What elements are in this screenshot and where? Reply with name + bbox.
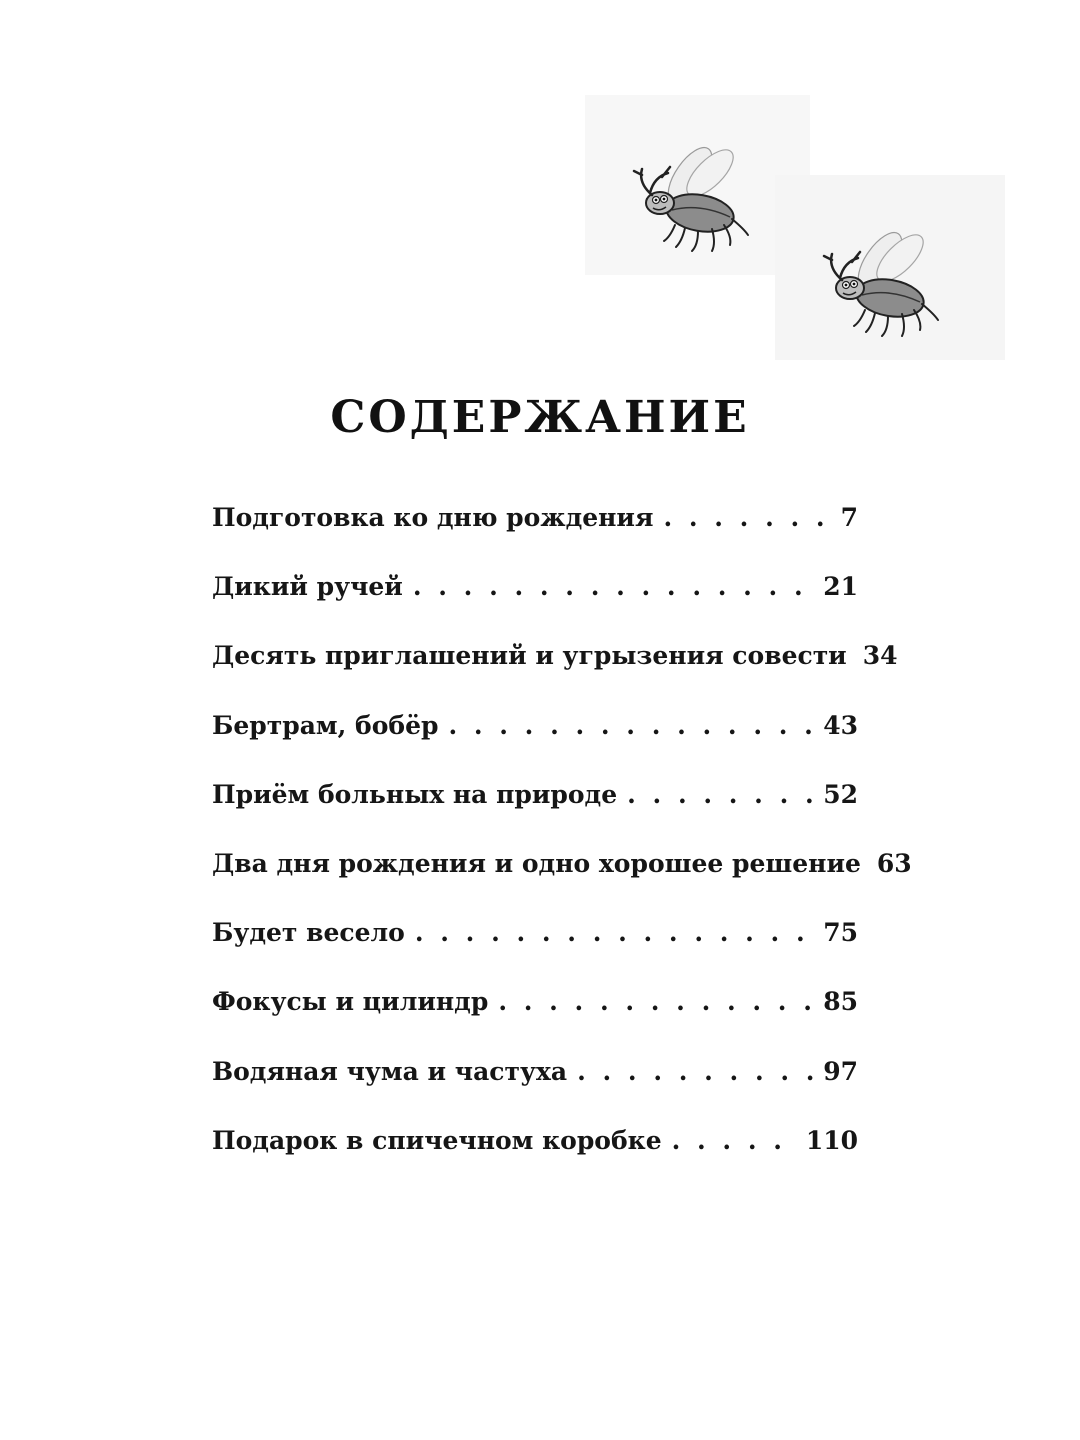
dot-leader: [627, 775, 817, 815]
toc-entry-page: 21: [823, 572, 858, 602]
toc-entry-page: 75: [823, 918, 858, 948]
dot-leader: [413, 567, 817, 607]
dot-leader: [672, 1121, 800, 1161]
toc-entry[interactable]: [212, 706, 858, 775]
toc-entry-page: 34: [862, 641, 898, 671]
beetles-illustration: [585, 95, 1005, 360]
toc-entry-title: Бертрам, бобёр: [212, 710, 439, 740]
toc-entry[interactable]: [212, 1121, 858, 1190]
toc-entry-title: Дикий ручей: [212, 572, 403, 602]
dot-leader: [663, 498, 834, 538]
toc-entry-page: 63: [876, 848, 912, 878]
toc-entry-page: 85: [823, 987, 858, 1017]
toc-entry[interactable]: [212, 498, 858, 567]
toc-entry-title: Будет весело: [212, 918, 405, 948]
toc-entry-title: Фокусы и цилиндр: [212, 987, 489, 1017]
toc-entry-title: Водяная чума и частуха: [212, 1056, 568, 1086]
toc-entry-page: 43: [823, 710, 858, 740]
toc-entry-title: Подготовка ко дню рождения: [212, 503, 654, 532]
toc-entry-title: Два дня рождения и одно хорошее решение: [212, 848, 861, 878]
toc-entry-title: Подарок в спичечном коробке: [212, 1125, 662, 1155]
toc-entry[interactable]: [212, 982, 858, 1051]
toc-entry[interactable]: [212, 775, 858, 844]
toc-entry-page: 7: [840, 503, 858, 532]
toc-entry-page: 97: [823, 1056, 858, 1086]
toc-entry[interactable]: [212, 636, 898, 705]
dot-leader: [448, 706, 817, 746]
toc-entry[interactable]: [212, 1052, 858, 1121]
toc-entry[interactable]: [212, 844, 912, 913]
table-of-contents: [212, 498, 912, 1190]
toc-entry-title: Десять приглашений и угрызения совести: [212, 641, 847, 671]
toc-entry-title: Приём больных на природе: [212, 779, 618, 809]
toc-entry-page: 110: [805, 1125, 858, 1155]
toc-entry[interactable]: [212, 913, 858, 982]
page-title: СОДЕРЖАНИЕ: [330, 392, 750, 443]
toc-entry[interactable]: [212, 567, 858, 636]
dot-leader: [415, 913, 817, 953]
dot-leader: [498, 982, 817, 1022]
toc-entry-page: 52: [823, 779, 858, 809]
dot-leader: [577, 1052, 817, 1092]
